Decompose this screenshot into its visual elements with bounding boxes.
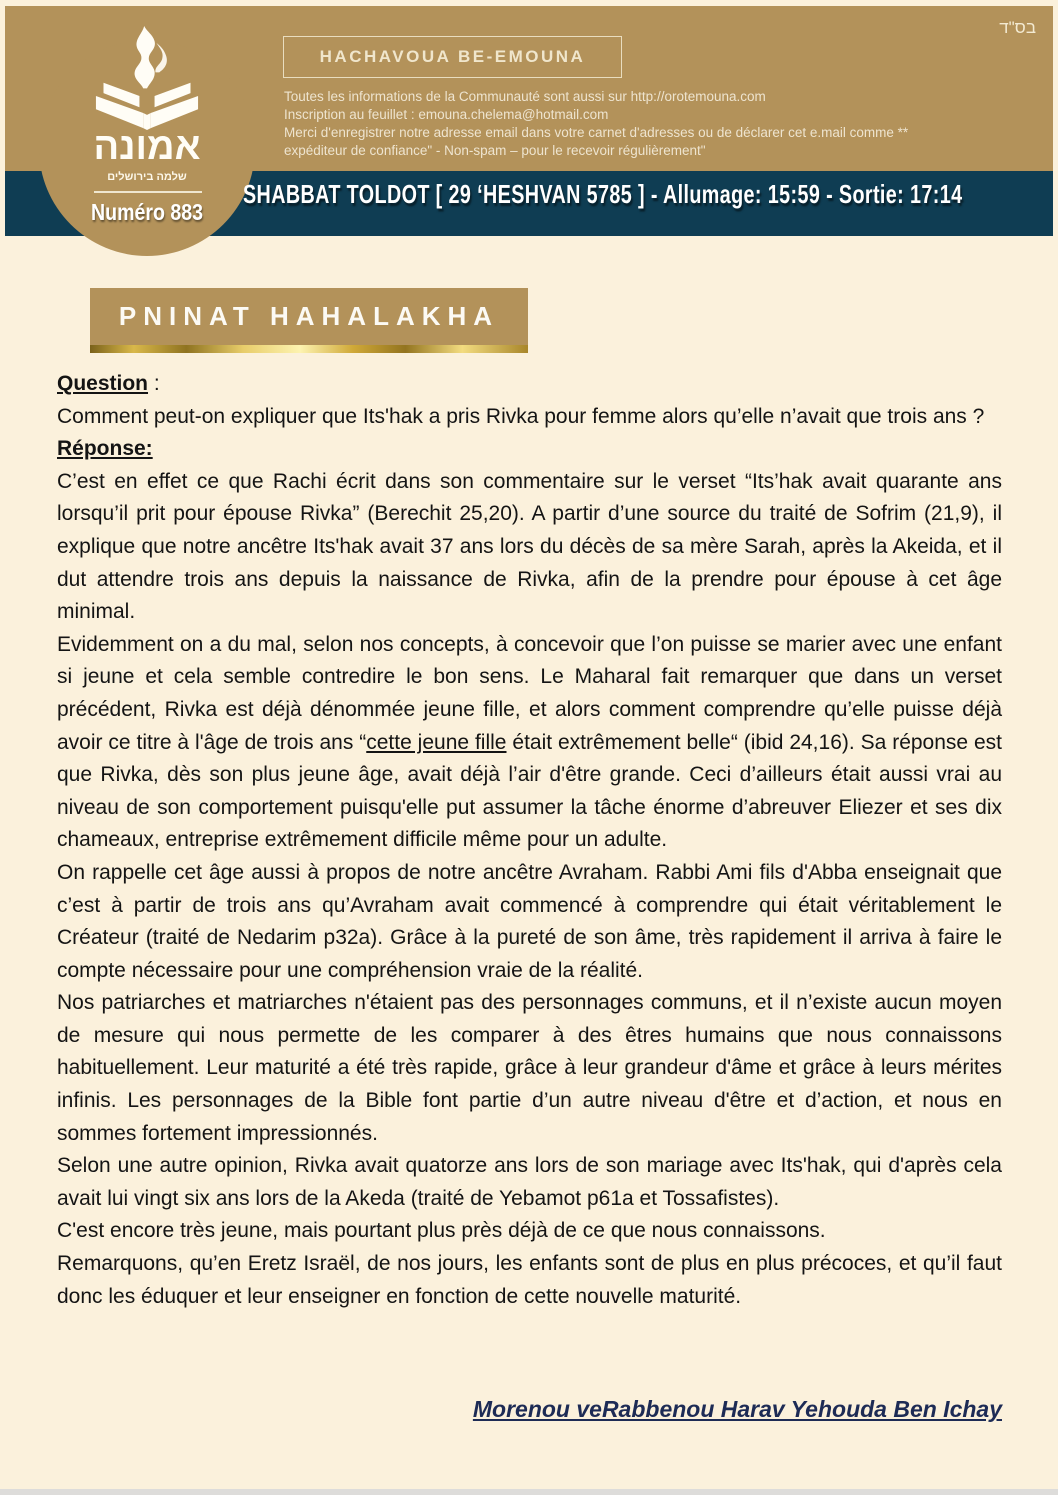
info-line-address-book: Merci d'enregistrer notre adresse email dans votre carnet d'adresses ou de déclarer cet e.mail comme **: [284, 125, 909, 140]
paragraph: [57, 368, 1002, 401]
text-segment: Comment peut-on expliquer que Its'hak a pris Rivka pour femme alors qu’elle n’avait que trois ans ?: [57, 404, 985, 428]
text-segment: Nos patriarches et matriarches n'étaient pas des personnages communs, et il n’existe aucun moyen de mesure qui nous permette de les comparer à des êtres humains que nous connaissons habituellement. Leur maturité a été très rapide, grâce à leur grandeur d'âme et grâce à leurs mérites infinis. Les personnages de la Bible font partie d’un autre niveau d'être et d’action, et nous en sommes fortement impressionnés.: [57, 991, 1002, 1145]
masthead-info: [284, 88, 908, 160]
section-banner: [90, 288, 528, 353]
text-segment: Question: [57, 372, 149, 395]
author-signature: Morenou veRabbenou Harav Yehouda Ben Ichay: [472, 1396, 1002, 1422]
logo-hebrew-subtext: שלמה בירושלים: [107, 171, 187, 183]
logo-hebrew-wordmark: אמונה: [93, 126, 201, 168]
paragraph: [57, 1215, 1002, 1248]
info-line-trusted-sender: expéditeur de confiance" - Non-spam – pour le recevoir régulièrement": [284, 143, 706, 158]
issue-separator-line: [94, 191, 202, 193]
text-segment: C'est encore très jeune, mais pourtant plus près déjà de ce que nous connaissons.: [57, 1219, 826, 1243]
shabbat-times-title: SHABBAT TOLDOT [ 29 ‘HESHVAN 5785 ] - Allumage: 15:59 - Sortie: 17:14: [243, 179, 963, 209]
newsletter-title: HACHAVOUA BE-EMOUNA: [319, 47, 586, 66]
text-segment: C’est en effet ce que Rachi écrit dans son commentaire sur le verset “Its’hak avait quarante ans lorsqu’il prit pour épouse Rivka” (Berechit 25,20). A partir d’une source du traité de Sofrim (21,9), il explique que notre ancêtre Its'hak avait 37 ans lors du décès de sa mère Sarah, après la Akeida, et il dut attendre trois ans depuis la naissance de Rivka, afin de la prendre pour épouse à cet âge minimal.: [57, 469, 1002, 624]
section-banner-box: [90, 288, 528, 345]
newsletter-title-box: [283, 36, 622, 78]
text-segment: Selon une autre opinion, Rivka avait quatorze ans lors de son mariage avec Its'hak, qui d'après cela avait lui vingt six ans lors de la Akeda (traité de Yebamot p61a et Tossafistes).: [57, 1154, 1002, 1210]
flame-book-logo-icon: [87, 26, 207, 130]
text-segment: :: [148, 372, 160, 395]
text-segment: Evidemment on a du mal, selon nos concepts, à concevoir que l’on puisse se marier avec une enfant si jeune et cela semble contredire le bon sens. Le Maharal fait remarquer que dans un verset précédent, Rivka est déjà dénommée jeune fille, et alors comment comprendre qu’elle puisse déjà avoir ce titre à l'âge de trois ans “: [57, 632, 1002, 754]
text-segment: Remarquons, qu’en Eretz Israël, de nos jours, les enfants sont de plus en plus précoces, et qu’il faut donc les éduquer et leur enseigner en fonction de cette nouvelle maturité.: [57, 1252, 1002, 1308]
gold-metallic-strip: [90, 345, 528, 353]
paragraph: [57, 433, 1002, 466]
text-segment: On rappelle cet âge aussi à propos de notre ancêtre Avraham. Rabbi Ami fils d'Abba enseignait que c’est à partir de trois ans qu’Avraham avait commencé à comprendre qui était véritablement le Créateur (traité de Nedarim p32a). Grâce à la pureté de son âme, très rapidement il arriva à faire le compte nécessaire pour une compréhension vraie de la réalité.: [57, 860, 1002, 982]
text-segment: cette jeune fille: [366, 730, 507, 754]
text-segment: était extrêmement belle“ (ibid 24,16). Sa réponse est que Rivka, dès son plus jeune âge, avait déjà l’air d'être grande. Ceci d’ailleurs était aussi vrai au niveau de son comportement puisqu'elle put assumer la tâche énorme d’abreuver Eliezer et ses dix chameaux, entreprise extrêmement difficile même pour un adulte.: [57, 730, 1003, 852]
paragraph: [57, 629, 1002, 857]
paragraph: [57, 857, 1002, 987]
paragraph: [57, 401, 1002, 434]
article-body: [57, 368, 1002, 1313]
paragraph: [57, 1248, 1002, 1313]
paragraph: [57, 987, 1002, 1150]
text-segment: Réponse:: [57, 437, 153, 461]
page-bottom-edge: [0, 1489, 1058, 1495]
section-banner-title: PNINAT HAHALAKHA: [118, 301, 500, 331]
paragraph: [57, 466, 1002, 629]
paragraph: [57, 1150, 1002, 1215]
info-line-website: Toutes les informations de la Communauté sont aussi sur http://orotemouna.com: [284, 89, 766, 104]
info-line-subscribe-email: Inscription au feuillet : emouna.chelema@hotmail.com: [284, 107, 609, 122]
issue-number: Numéro 883: [91, 199, 203, 225]
bsd-hebrew-mark: בס"ד: [999, 18, 1036, 37]
